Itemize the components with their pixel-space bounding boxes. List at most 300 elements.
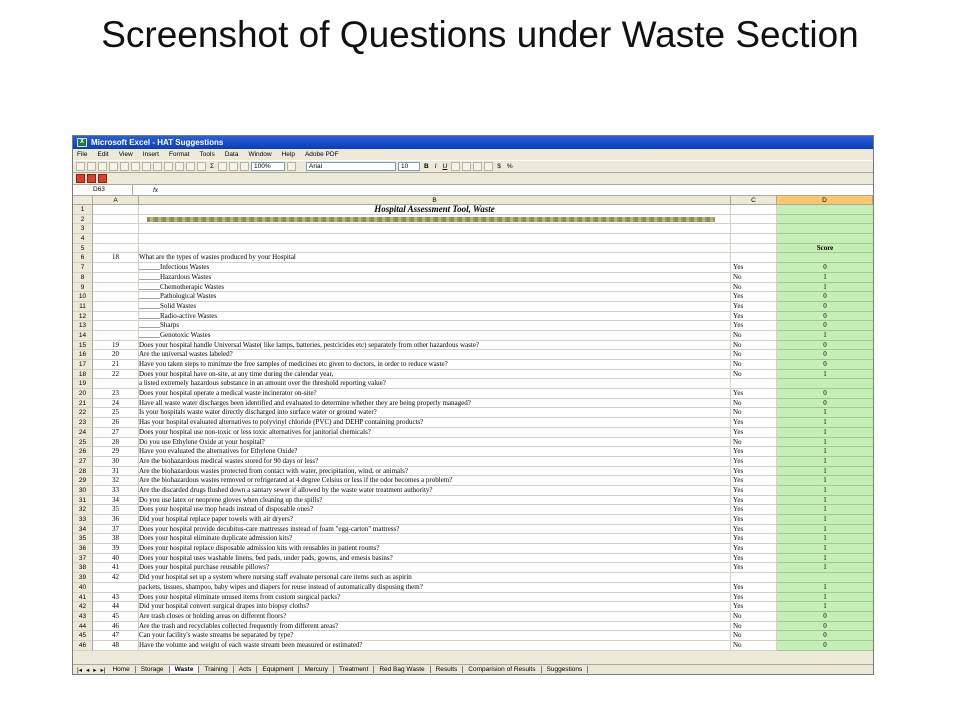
answer-cell[interactable]: No xyxy=(731,408,777,418)
answer-cell[interactable]: No xyxy=(731,370,777,380)
score-cell[interactable]: 0 xyxy=(777,350,873,360)
score-cell[interactable]: 1 xyxy=(777,515,873,525)
score-cell[interactable]: 1 xyxy=(777,428,873,438)
question-cell[interactable]: Did your hospital convert surgical drapes into biopsy cloths? xyxy=(139,602,731,612)
question-cell[interactable]: Do you use latex or neoprene gloves when cleaning up the spills? xyxy=(139,496,731,506)
answer-cell[interactable]: Yes xyxy=(731,554,777,564)
score-cell[interactable]: 0 xyxy=(777,341,873,351)
answer-cell[interactable]: No xyxy=(731,360,777,370)
score-cell[interactable]: 1 xyxy=(777,583,873,593)
question-number-cell[interactable]: 47 xyxy=(93,631,139,641)
row-header[interactable]: 18 xyxy=(73,370,93,380)
question-cell[interactable]: Can your facility's waste streams be separated by type? xyxy=(139,631,731,641)
row-header[interactable]: 17 xyxy=(73,360,93,370)
score-cell[interactable]: 1 xyxy=(777,283,873,293)
answer-cell[interactable]: Yes xyxy=(731,544,777,554)
score-cell[interactable]: 1 xyxy=(777,496,873,506)
question-number-cell[interactable]: 20 xyxy=(93,350,139,360)
question-number-cell[interactable]: 34 xyxy=(93,496,139,506)
row-header[interactable]: 41 xyxy=(73,593,93,603)
menu-item-data[interactable]: Data xyxy=(224,151,239,158)
menu-item-edit[interactable]: Edit xyxy=(97,151,109,158)
menu-item-insert[interactable]: Insert xyxy=(142,151,159,158)
score-cell[interactable]: 1 xyxy=(777,525,873,535)
answer-cell[interactable]: Yes xyxy=(731,476,777,486)
row-header[interactable]: 19 xyxy=(73,379,93,389)
score-cell[interactable]: 0 xyxy=(777,631,873,641)
question-number-cell[interactable]: 35 xyxy=(93,505,139,515)
question-cell[interactable] xyxy=(139,224,731,234)
menu-item-file[interactable]: File xyxy=(77,151,88,158)
question-number-cell[interactable]: 43 xyxy=(93,593,139,603)
question-number-cell[interactable]: 36 xyxy=(93,515,139,525)
row-header[interactable]: 10 xyxy=(73,292,93,302)
sheet-tab-results[interactable]: Results xyxy=(431,666,464,673)
question-cell[interactable]: Have all waste water discharges been identified and evaluated to determine whether they are being properly managed? xyxy=(139,399,731,409)
answer-cell[interactable]: No xyxy=(731,399,777,409)
bold-button[interactable]: B xyxy=(424,163,429,170)
answer-cell[interactable] xyxy=(731,573,777,583)
answer-cell[interactable] xyxy=(731,253,777,263)
question-cell[interactable] xyxy=(139,244,731,254)
answer-cell[interactable]: No xyxy=(731,273,777,283)
column-header-c[interactable]: C xyxy=(731,196,777,204)
align-left-icon[interactable] xyxy=(451,162,460,171)
column-header-d[interactable]: D xyxy=(777,196,873,204)
question-cell[interactable]: Does your hospital uses washable linens, bed pads, under pads, gowns, and emesis basins? xyxy=(139,554,731,564)
redo-icon[interactable] xyxy=(186,162,195,171)
question-cell[interactable]: a listed extremely hazardous substance in an amount over the threshold reporting value? xyxy=(139,379,731,389)
question-number-cell[interactable] xyxy=(93,583,139,593)
question-number-cell[interactable]: 32 xyxy=(93,476,139,486)
question-number-cell[interactable]: 48 xyxy=(93,641,139,651)
question-number-cell[interactable]: 22 xyxy=(93,370,139,380)
answer-cell[interactable]: Yes xyxy=(731,602,777,612)
menu-item-adobe-pdf[interactable]: Adobe PDF xyxy=(304,151,339,158)
preview-icon[interactable] xyxy=(120,162,129,171)
score-cell[interactable]: 1 xyxy=(777,476,873,486)
score-cell[interactable]: 1 xyxy=(777,554,873,564)
question-cell[interactable] xyxy=(139,215,731,225)
answer-cell[interactable]: Yes xyxy=(731,505,777,515)
answer-cell[interactable]: Yes xyxy=(731,418,777,428)
score-cell[interactable]: 1 xyxy=(777,486,873,496)
score-cell[interactable] xyxy=(777,205,873,215)
spelling-icon[interactable] xyxy=(131,162,140,171)
answer-cell[interactable] xyxy=(731,234,777,244)
question-number-cell[interactable]: 46 xyxy=(93,622,139,632)
question-cell[interactable]: Does your hospital operate a medical waste incinerator on-site? xyxy=(139,389,731,399)
answer-cell[interactable]: Yes xyxy=(731,447,777,457)
help-icon[interactable] xyxy=(287,162,296,171)
score-cell[interactable]: 1 xyxy=(777,438,873,448)
question-number-cell[interactable] xyxy=(93,215,139,225)
row-header[interactable]: 14 xyxy=(73,331,93,341)
question-number-cell[interactable] xyxy=(93,302,139,312)
score-cell[interactable]: 1 xyxy=(777,593,873,603)
question-number-cell[interactable]: 39 xyxy=(93,544,139,554)
answer-cell[interactable]: Yes xyxy=(731,534,777,544)
sheet-tab-acts[interactable]: Acts xyxy=(234,666,258,673)
score-cell[interactable]: 1 xyxy=(777,370,873,380)
row-header[interactable]: 35 xyxy=(73,534,93,544)
score-cell[interactable]: 0 xyxy=(777,263,873,273)
score-header[interactable]: Score xyxy=(777,244,873,254)
question-cell[interactable]: Are the trash and recyclables collected frequently from different areas? xyxy=(139,622,731,632)
undo-icon[interactable] xyxy=(175,162,184,171)
menu-item-format[interactable]: Format xyxy=(168,151,190,158)
question-cell[interactable]: Does your hospital use mop heads instead of disposable ones? xyxy=(139,505,731,515)
score-cell[interactable]: 1 xyxy=(777,408,873,418)
answer-cell[interactable]: Yes xyxy=(731,312,777,322)
question-cell[interactable]: Are the discarded drugs flushed down a santary sewer if allowed by the waste water treatment authority? xyxy=(139,486,731,496)
table-row xyxy=(73,312,873,322)
row-header[interactable]: 21 xyxy=(73,399,93,409)
column-header-a[interactable]: A xyxy=(93,196,139,204)
row-header[interactable]: 5 xyxy=(73,244,93,254)
answer-cell[interactable] xyxy=(731,244,777,254)
question-number-cell[interactable] xyxy=(93,321,139,331)
pdf-convert-icon[interactable] xyxy=(76,174,85,183)
answer-cell[interactable]: No xyxy=(731,612,777,622)
row-header[interactable]: 28 xyxy=(73,467,93,477)
sheet-tab-training[interactable]: Training xyxy=(199,666,233,673)
question-number-cell[interactable]: 18 xyxy=(93,253,139,263)
align-right-icon[interactable] xyxy=(473,162,482,171)
zoom-select[interactable]: 100% xyxy=(251,162,285,171)
row-header[interactable]: 34 xyxy=(73,525,93,535)
answer-cell[interactable] xyxy=(731,205,777,215)
question-cell[interactable]: Have you taken steps to minimze the free samples of medicines etc given to doctors, in order to reduce waste? xyxy=(139,360,731,370)
question-cell[interactable]: Are the biohazardous wastes removed or refrigerated at 4 degree Celsius or less if the odor becomes a problem? xyxy=(139,476,731,486)
score-cell[interactable]: 0 xyxy=(777,312,873,322)
row-header[interactable]: 40 xyxy=(73,583,93,593)
score-cell[interactable]: 0 xyxy=(777,321,873,331)
question-number-cell[interactable]: 19 xyxy=(93,341,139,351)
row-header[interactable]: 4 xyxy=(73,234,93,244)
sort-desc-icon[interactable] xyxy=(229,162,238,171)
italic-button[interactable]: I xyxy=(434,163,437,170)
question-number-cell[interactable]: 29 xyxy=(93,447,139,457)
print-icon[interactable] xyxy=(109,162,118,171)
answer-cell[interactable]: Yes xyxy=(731,525,777,535)
percent-button[interactable]: % xyxy=(506,163,513,170)
row-header[interactable]: 22 xyxy=(73,408,93,418)
question-cell[interactable]: Have the volume and weight of each waste stream been measured or estimated? xyxy=(139,641,731,651)
row-header[interactable]: 11 xyxy=(73,302,93,312)
sheet-tab-equipment[interactable]: Equipment xyxy=(257,666,299,673)
score-cell[interactable]: 1 xyxy=(777,602,873,612)
question-cell[interactable]: Are the universal wastes labeled? xyxy=(139,350,731,360)
question-cell[interactable]: ______Radio-active Wastes xyxy=(139,312,731,322)
row-header[interactable]: 13 xyxy=(73,321,93,331)
question-number-cell[interactable]: 30 xyxy=(93,457,139,467)
name-box[interactable]: D63 xyxy=(73,185,133,195)
row-header[interactable]: 30 xyxy=(73,486,93,496)
score-cell[interactable]: 1 xyxy=(777,273,873,283)
question-number-cell[interactable]: 31 xyxy=(93,467,139,477)
question-number-cell[interactable]: 41 xyxy=(93,563,139,573)
question-number-cell[interactable]: 44 xyxy=(93,602,139,612)
question-cell[interactable]: Are trash closes or holding areas on different floors? xyxy=(139,612,731,622)
score-cell[interactable] xyxy=(777,573,873,583)
table-row xyxy=(73,583,873,593)
score-cell[interactable]: 0 xyxy=(777,641,873,651)
answer-cell[interactable]: No xyxy=(731,341,777,351)
column-header-b[interactable]: B xyxy=(139,196,731,204)
question-number-cell[interactable] xyxy=(93,283,139,293)
question-number-cell[interactable]: 21 xyxy=(93,360,139,370)
question-cell[interactable]: Has your hospital evaluated alternatives to polyvinyl chloride (PVC) and DEHP containing products? xyxy=(139,418,731,428)
menu-item-help[interactable]: Help xyxy=(281,151,295,158)
answer-cell[interactable]: Yes xyxy=(731,583,777,593)
answer-cell[interactable]: Yes xyxy=(731,467,777,477)
row-header[interactable]: 12 xyxy=(73,312,93,322)
row-header[interactable]: 7 xyxy=(73,263,93,273)
row-header[interactable]: 33 xyxy=(73,515,93,525)
sheet-tab-storage[interactable]: Storage xyxy=(136,666,170,673)
answer-cell[interactable] xyxy=(731,224,777,234)
question-number-cell[interactable]: 23 xyxy=(93,389,139,399)
table-row xyxy=(73,399,873,409)
answer-cell[interactable]: Yes xyxy=(731,496,777,506)
merge-center-icon[interactable] xyxy=(484,162,493,171)
fx-icon[interactable]: fx xyxy=(153,186,159,194)
answer-cell[interactable] xyxy=(731,215,777,225)
first-sheet-arrow-icon[interactable]: |◂ xyxy=(77,666,82,674)
score-cell[interactable]: 1 xyxy=(777,534,873,544)
answer-cell[interactable]: No xyxy=(731,438,777,448)
question-cell[interactable]: Did your hospital set up a system where nursing staff evaluate personal care items such as aspirin xyxy=(139,573,731,583)
prev-sheet-arrow-icon[interactable]: ◂ xyxy=(85,666,90,674)
open-icon[interactable] xyxy=(87,162,96,171)
question-cell[interactable]: ______Hazardous Wastes xyxy=(139,273,731,283)
menu-item-view[interactable]: View xyxy=(118,151,133,158)
answer-cell[interactable]: Yes xyxy=(731,321,777,331)
question-cell[interactable]: What are the types of wastes produced by your Hospital xyxy=(139,253,731,263)
sort-asc-icon[interactable] xyxy=(218,162,227,171)
score-cell[interactable]: 0 xyxy=(777,292,873,302)
question-number-cell[interactable] xyxy=(93,234,139,244)
row-header[interactable]: 25 xyxy=(73,438,93,448)
question-cell[interactable]: Does your hospital purchase reusable pillows? xyxy=(139,563,731,573)
question-number-cell[interactable] xyxy=(93,244,139,254)
row-header[interactable]: 45 xyxy=(73,631,93,641)
font-size-select[interactable]: 10 xyxy=(398,162,420,171)
menu-item-tools[interactable]: Tools xyxy=(199,151,215,158)
question-number-cell[interactable]: 42 xyxy=(93,573,139,583)
answer-cell[interactable]: Yes xyxy=(731,486,777,496)
question-cell[interactable]: Is your hospitals waste water directly discharged into surface water or ground water? xyxy=(139,408,731,418)
paste-icon[interactable] xyxy=(164,162,173,171)
currency-button[interactable]: $ xyxy=(497,163,501,170)
row-header[interactable]: 46 xyxy=(73,641,93,651)
answer-cell[interactable]: Yes xyxy=(731,457,777,467)
answer-cell[interactable]: No xyxy=(731,331,777,341)
question-number-cell[interactable]: 40 xyxy=(93,554,139,564)
answer-cell[interactable]: No xyxy=(731,622,777,632)
row-header[interactable]: 44 xyxy=(73,622,93,632)
score-cell[interactable]: 0 xyxy=(777,612,873,622)
answer-cell[interactable]: Yes xyxy=(731,389,777,399)
copy-icon[interactable] xyxy=(153,162,162,171)
row-header[interactable]: 8 xyxy=(73,273,93,283)
answer-cell[interactable]: Yes xyxy=(731,593,777,603)
question-number-cell[interactable]: 24 xyxy=(93,399,139,409)
next-sheet-arrow-icon[interactable]: ▸ xyxy=(93,666,97,674)
pdf-email-icon[interactable] xyxy=(87,174,96,183)
answer-cell[interactable]: Yes xyxy=(731,292,777,302)
question-cell[interactable]: Are the biohazardous wastes protected from contact with water, precipitation, wind, or animals? xyxy=(139,467,731,477)
question-cell[interactable]: packets, tissues, shampoo, baby wipes and diapers for reuse instead of automatically disposing them? xyxy=(139,583,731,593)
sheet-tab-waste[interactable]: Waste xyxy=(170,666,200,673)
question-number-cell[interactable] xyxy=(93,273,139,283)
chart-wizard-icon[interactable] xyxy=(240,162,249,171)
question-cell[interactable]: Does your hospital eliminate duplicate admission kits? xyxy=(139,534,731,544)
question-number-cell[interactable]: 27 xyxy=(93,428,139,438)
question-cell[interactable]: ______Pathological Wastes xyxy=(139,292,731,302)
new-icon[interactable] xyxy=(76,162,85,171)
question-number-cell[interactable] xyxy=(93,292,139,302)
question-number-cell[interactable]: 26 xyxy=(93,418,139,428)
row-header[interactable]: 1 xyxy=(73,205,93,215)
question-cell[interactable]: Does your hospital replace disposable admission kits with reusables in patient rooms? xyxy=(139,544,731,554)
row-header[interactable]: 42 xyxy=(73,602,93,612)
autosum-button[interactable]: Σ xyxy=(210,163,215,170)
font-select[interactable]: Arial xyxy=(306,162,396,171)
question-cell[interactable]: Does your hospital provide decubitus-care mattresses instead of foam "egg-carton" mattress? xyxy=(139,525,731,535)
align-center-icon[interactable] xyxy=(462,162,471,171)
question-number-cell[interactable]: 45 xyxy=(93,612,139,622)
question-cell[interactable]: Are the biohazardous medical wastes stored for 90 days or less? xyxy=(139,457,731,467)
sheet-tab-mercury[interactable]: Mercury xyxy=(299,666,333,673)
question-number-cell[interactable] xyxy=(93,263,139,273)
question-cell[interactable]: Did your hospital replace paper towels with air dryers? xyxy=(139,515,731,525)
question-cell[interactable]: ______Genotoxic Wastes xyxy=(139,331,731,341)
sheet-tab-suggestions[interactable]: Suggestions xyxy=(542,666,589,673)
score-cell[interactable] xyxy=(777,224,873,234)
row-header[interactable]: 9 xyxy=(73,283,93,293)
question-number-cell[interactable] xyxy=(93,312,139,322)
row-header[interactable]: 29 xyxy=(73,476,93,486)
question-cell[interactable] xyxy=(139,234,731,244)
question-number-cell[interactable]: 28 xyxy=(93,438,139,448)
table-row xyxy=(73,292,873,302)
answer-cell[interactable]: No xyxy=(731,631,777,641)
question-number-cell[interactable]: 37 xyxy=(93,525,139,535)
row-header[interactable]: 16 xyxy=(73,350,93,360)
question-number-cell[interactable] xyxy=(93,205,139,215)
underline-button[interactable]: U xyxy=(442,163,448,170)
score-cell[interactable]: 1 xyxy=(777,457,873,467)
score-cell[interactable]: 0 xyxy=(777,399,873,409)
score-cell[interactable] xyxy=(777,234,873,244)
answer-cell[interactable]: Yes xyxy=(731,302,777,312)
row-header[interactable]: 32 xyxy=(73,505,93,515)
row-header[interactable]: 37 xyxy=(73,554,93,564)
row-header[interactable]: 3 xyxy=(73,224,93,234)
question-cell[interactable]: Does your hospital eliminate unused items from custom surgical packs? xyxy=(139,593,731,603)
row-header[interactable]: 36 xyxy=(73,544,93,554)
answer-cell[interactable]: Yes xyxy=(731,563,777,573)
question-cell[interactable]: Do you use Ethylene Oxide at your hospital? xyxy=(139,438,731,448)
cut-icon[interactable] xyxy=(142,162,151,171)
question-cell[interactable]: Have you evaluated the alternatives for Ethylene Oxide? xyxy=(139,447,731,457)
question-number-cell[interactable]: 33 xyxy=(93,486,139,496)
menu-item-window[interactable]: Window xyxy=(248,151,272,158)
row-header[interactable]: 27 xyxy=(73,457,93,467)
sheet-tab-comparision-of-results[interactable]: Comparision of Results xyxy=(463,666,541,673)
sheet-tab-treatment[interactable]: Treatment xyxy=(334,666,374,673)
row-header[interactable]: 15 xyxy=(73,341,93,351)
row-header[interactable]: 23 xyxy=(73,418,93,428)
question-cell[interactable]: ______Infectious Wastes xyxy=(139,263,731,273)
score-cell[interactable] xyxy=(777,215,873,225)
question-cell[interactable]: ______Solid Wastes xyxy=(139,302,731,312)
last-sheet-arrow-icon[interactable]: ▸| xyxy=(100,666,106,674)
row-header[interactable]: 24 xyxy=(73,428,93,438)
question-number-cell[interactable] xyxy=(93,224,139,234)
save-icon[interactable] xyxy=(98,162,107,171)
question-cell[interactable]: Does your hospital have on-site, at any time during the calendar year, xyxy=(139,370,731,380)
answer-cell[interactable]: Yes xyxy=(731,428,777,438)
sheet-tab-red-bag-waste[interactable]: Red Bag Waste xyxy=(374,666,430,673)
score-cell[interactable]: 1 xyxy=(777,331,873,341)
question-number-cell[interactable]: 38 xyxy=(93,534,139,544)
score-cell[interactable]: 0 xyxy=(777,360,873,370)
question-number-cell[interactable] xyxy=(93,331,139,341)
row-header[interactable]: 39 xyxy=(73,573,93,583)
score-cell[interactable]: 1 xyxy=(777,544,873,554)
question-cell[interactable]: Does your hospital use non-toxic or less toxic alternatives for janitorial chemicals? xyxy=(139,428,731,438)
question-cell[interactable]: ______Sharps xyxy=(139,321,731,331)
score-cell[interactable]: 1 xyxy=(777,505,873,515)
answer-cell[interactable]: No xyxy=(731,641,777,651)
answer-cell[interactable]: Yes xyxy=(731,515,777,525)
score-cell[interactable]: 1 xyxy=(777,563,873,573)
select-all-corner[interactable] xyxy=(73,196,93,204)
answer-cell[interactable] xyxy=(731,379,777,389)
row-header[interactable]: 31 xyxy=(73,496,93,506)
sheet-title[interactable]: Hospital Assessment Tool, Waste xyxy=(139,205,731,215)
row-header[interactable]: 38 xyxy=(73,563,93,573)
score-cell[interactable]: 0 xyxy=(777,302,873,312)
question-number-cell[interactable]: 25 xyxy=(93,408,139,418)
question-number-cell[interactable] xyxy=(93,379,139,389)
row-header[interactable]: 26 xyxy=(73,447,93,457)
question-cell[interactable]: Does your hospital handle Universal Waste( like lamps, batteries, pestcicides etc) separately from other hazardous waste? xyxy=(139,341,731,351)
row-header[interactable]: 20 xyxy=(73,389,93,399)
hyperlink-icon[interactable] xyxy=(197,162,206,171)
sheet-tab-home[interactable]: Home xyxy=(107,666,135,673)
answer-cell[interactable]: No xyxy=(731,283,777,293)
score-cell[interactable] xyxy=(777,253,873,263)
pdf-review-icon[interactable] xyxy=(98,174,107,183)
row-header[interactable]: 6 xyxy=(73,253,93,263)
row-header[interactable]: 43 xyxy=(73,612,93,622)
row-header[interactable]: 2 xyxy=(73,215,93,225)
score-cell[interactable]: 0 xyxy=(777,389,873,399)
score-cell[interactable]: 1 xyxy=(777,447,873,457)
answer-cell[interactable]: No xyxy=(731,350,777,360)
score-cell[interactable]: 1 xyxy=(777,467,873,477)
answer-cell[interactable]: Yes xyxy=(731,263,777,273)
score-cell[interactable] xyxy=(777,379,873,389)
score-cell[interactable]: 1 xyxy=(777,418,873,428)
score-cell[interactable]: 0 xyxy=(777,622,873,632)
table-row xyxy=(73,602,873,612)
question-cell[interactable]: ______Chemotherapic Wastes xyxy=(139,283,731,293)
